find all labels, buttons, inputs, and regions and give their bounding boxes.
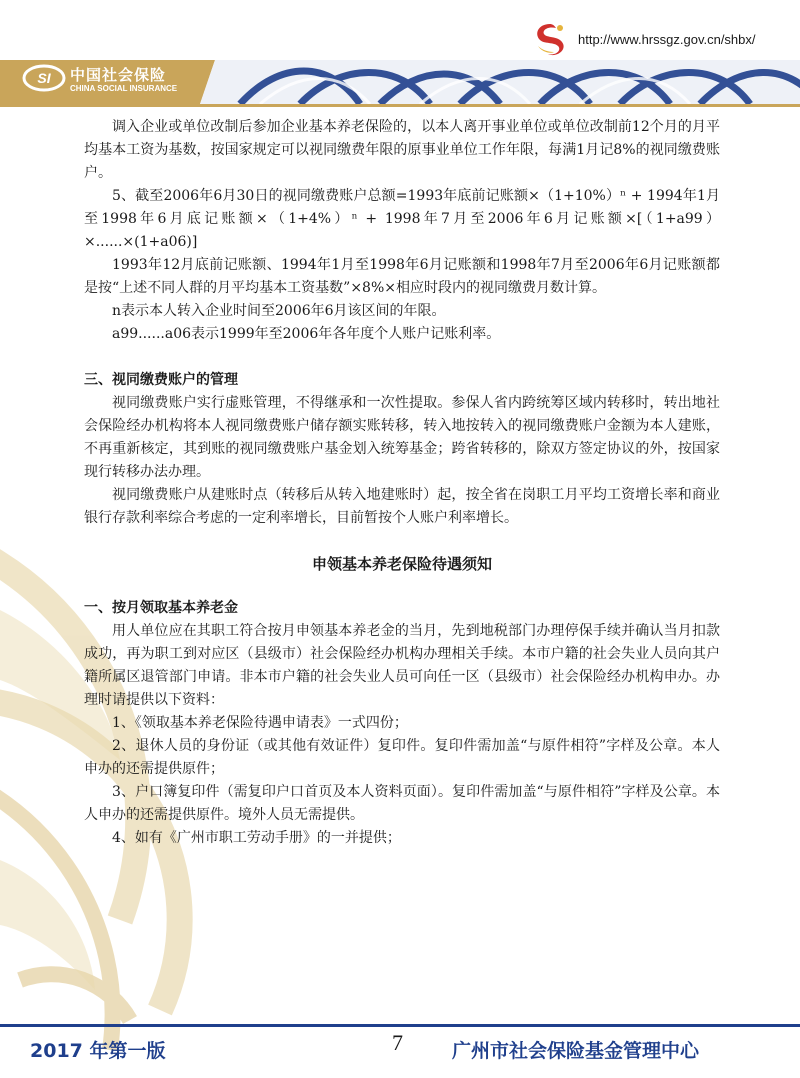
document-title: 申领基本养老保险待遇须知 xyxy=(311,555,492,573)
paragraph-calculation: 1993年12月底前记账额、1994年1月至1998年6月记账额和1998年7月至2006年6月记账额都是按“上述不同人群的月平均基本工资基数”×8%×相应时段内的视同缴费月数计算。 xyxy=(84,257,720,296)
document-body xyxy=(84,116,720,850)
section-heading-account-management: 三、视同缴费账户的管理 xyxy=(84,372,238,388)
header-band xyxy=(0,0,800,110)
china-social-insurance-logo-icon xyxy=(22,63,66,93)
footer-organization: 广州市社会保险基金管理中心 xyxy=(452,1040,700,1062)
list-item: 4、如有《广州市职工劳动手册》的一并提供； xyxy=(112,830,401,846)
paragraph-n-definition: n表示本人转入企业时间至2006年6月该区间的年限。 xyxy=(112,303,446,319)
section-heading-monthly-pension: 一、按月领取基本养老金 xyxy=(84,600,238,616)
paragraph-application-process: 用人单位应在其职工符合按月申领基本养老金的当月，先到地税部门办理停保手续并确认当月扣款成功，再为职工到对应区（县级市）社会保险经办机构办理相关手续。本市户籍的社会失业人员向其户籍所属区退管部门申请。非本市户籍的社会失业人员可向任一区（县级市）社会保险经办机构申办。办理时请提供以下资料： xyxy=(84,623,720,708)
footer-edition: 2017 年第一版 xyxy=(30,1040,166,1062)
list-item: 3、户口簿复印件（需复印户口首页及本人资料页面）。复印件需加盖“与原件相符”字样及公章。本人申办的还需提供原件。境外人员无需提供。 xyxy=(84,784,720,823)
paragraph-transfer-base: 调入企业或单位改制后参加企业基本养老保险的，以本人离开事业单位或单位改制前12个月的月平均基本工资为基数，按国家规定可以视同缴费年限的原事业单位工作年限，每满1月记8%的视同缴费账户。 xyxy=(84,119,720,181)
logo-chinese-text: 中国社会保险 xyxy=(70,66,167,84)
logo-mark-text: SI xyxy=(37,70,51,86)
list-item: 1、《领取基本养老保险待遇申请表》一式四份； xyxy=(112,715,408,731)
list-item: 2、退休人员的身份证（或其他有效证件）复印件。复印件需加盖“与原件相符”字样及公章。本人申办的还需提供原件； xyxy=(84,738,720,777)
paragraph-interest-rate: 视同缴费账户从建账时点（转移后从转入地建账时）起，按全省在岗职工月平均工资增长率和商业银行存款利率综合考虑的一定利率增长，目前暂按个人账户利率增长。 xyxy=(84,487,720,526)
paragraph-virtual-account: 视同缴费账户实行虚账管理，不得继承和一次性提取。参保人省内跨统筹区域内转移时，转出地社会保险经办机构将本人视同缴费账户储存额实账转移，转入地按转入的视同缴费账户金额为本人建账，不再重新核定，其到账的视同缴费账户基金划入统筹基金；跨省转移的，除双方签定协议的外，按国家现行转移办法办理。 xyxy=(84,395,720,480)
page-number: 7 xyxy=(392,1030,403,1055)
logo-english-text: CHINA SOCIAL INSURANCE xyxy=(70,84,178,93)
swirl-logo-icon xyxy=(530,20,570,58)
website-url: http://www.hrssgz.gov.cn/shbx/ xyxy=(578,32,756,47)
footer-divider xyxy=(0,1024,800,1027)
paragraph-formula: 5、截至2006年6月30日的视同缴费账户总额=1993年底前记账额×（1+10%）ⁿ + 1994年1月至1998年6月底记账额×（1+4%）ⁿ + 1998年7月至2006年6月记账额×[（1+a99）×......×(1+a06)] xyxy=(84,188,720,250)
paragraph-a-definition: a99......a06表示1999年至2006年各年度个人账户记账利率。 xyxy=(112,326,501,342)
